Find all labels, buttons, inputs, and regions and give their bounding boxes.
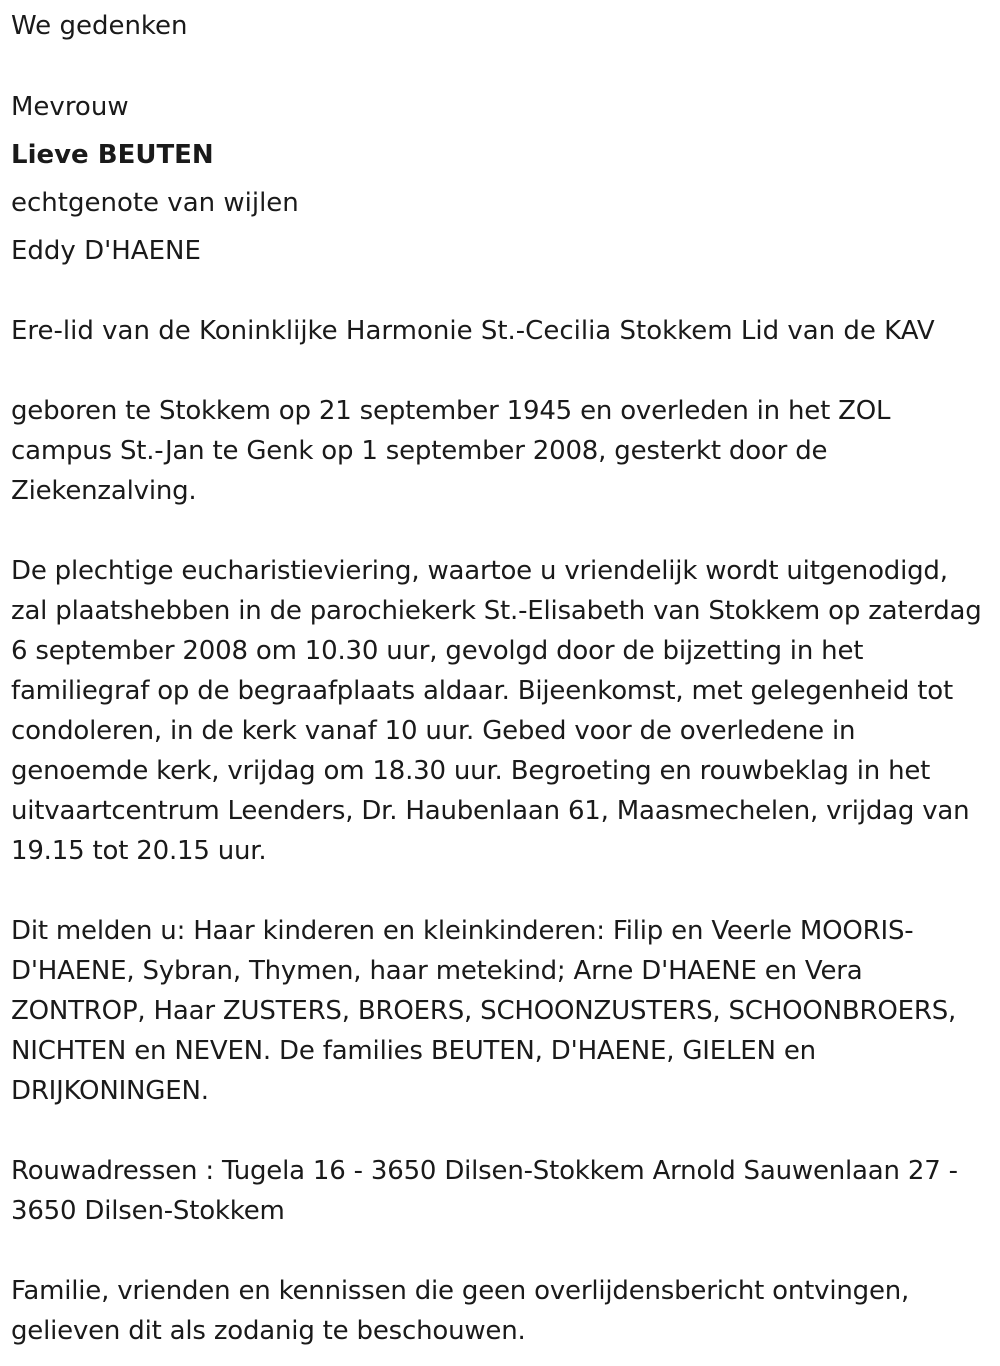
spouse-name: Eddy D'HAENE xyxy=(11,236,201,266)
salutation: Mevrouw xyxy=(11,92,129,122)
closing-paragraph: Familie, vrienden en kennissen die geen overlijdensbericht ontvingen, gelieven dit als zodanig te beschouwen. xyxy=(11,1276,910,1346)
relation: echtgenote van wijlen xyxy=(11,188,299,218)
memberships: Ere-lid van de Koninklijke Harmonie St.-Cecilia Stokkem Lid van de KAV xyxy=(11,316,935,346)
deceased-name: Lieve BEUTEN xyxy=(11,140,214,170)
birth-death-paragraph: geboren te Stokkem op 21 september 1945 en overleden in het ZOL campus St.-Jan te Genk op 1 september 2008, gesterkt door de Ziekenzalving. xyxy=(11,396,891,506)
ceremony-paragraph: De plechtige eucharistieviering, waartoe u vriendelijk wordt uitgenodigd, zal plaatshebben in de parochiekerk St.-Elisabeth van Stokkem op zaterdag 6 september 2008 om 10.30 uur, gevolgd door de bijzetting in het familiegraf op de begraafplaats aldaar. Bijeenkomst, met gelegenheid tot condoleren, in de kerk vanaf 10 uur. Gebed voor de overledene in genoemde kerk, vrijdag om 18.30 uur. Begroeting en rouwbeklag in het uitvaartcentrum Leenders, Dr. Haubenlaan 61, Maasmechelen, vrijdag van 19.15 tot 20.15 uur. xyxy=(11,556,982,866)
heading: We gedenken xyxy=(11,11,188,41)
addresses-paragraph: Rouwadressen : Tugela 16 - 3650 Dilsen-Stokkem Arnold Sauwenlaan 27 - 3650 Dilsen-Stokkem xyxy=(11,1156,958,1226)
announcement-paragraph: Dit melden u: Haar kinderen en kleinkinderen: Filip en Veerle MOORIS-D'HAENE, Sybran, Thymen, haar metekind; Arne D'HAENE en Vera ZONTROP, Haar ZUSTERS, BROERS, SCHOONZUSTERS, SCHOONBROERS, NICHTEN en NEVEN. De families BEUTEN, D'HAENE, GIELEN en DRIJKONINGEN. xyxy=(11,916,957,1106)
